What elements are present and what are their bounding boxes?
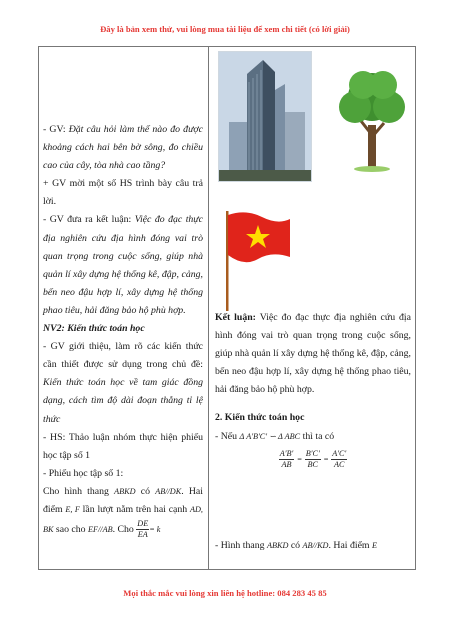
teacher-activity-column: [43, 121, 203, 540]
spacer: [215, 477, 411, 537]
trapezoid-statement: - Hình thang ABKD có AB//KD. Hai điểm E: [215, 539, 378, 551]
spacer: [215, 399, 411, 409]
conclusion: Kết luận: Việc đo đạc thực địa nghiên cứu địa hình đóng vai trò quan trọng trong cuộc sống, giúp nhà quản lí xây dựng hệ thống kê, đập, cảng, bến neo đậu hợp lí, xây dựng hệ thống phao tiêu, hải đăng bảo hộ phù hợp.: [215, 312, 411, 396]
section-2-title: 2. Kiến thức toán học: [215, 412, 305, 424]
vietnam-flag-icon: [222, 207, 292, 311]
worksheet-title: - Phiếu học tập số 1:: [43, 467, 124, 479]
gv-invite: + GV mời một số HS trình bày câu trả lời.: [43, 178, 203, 208]
trapezoid-problem: Cho hình thang ABKD có AB//DK. Hai điểm E, F lần lượt nằm trên hai cạnh AD, BK sao cho EF//AB. Cho $\frac{DE}{EA}$ = k: [43, 485, 203, 540]
student-result-column: [215, 309, 411, 555]
hotline-notice: Mọi thắc mắc vui lòng xin liên hệ hotline: 084 283 45 85: [123, 588, 327, 598]
gv-intro: - GV giới thiệu, làm rõ các kiến thức cần thiết được sử dụng trong chủ đề: Kiến thức toán học về tam giác đồng dạng, cách tìm độ dài đoạn thẳng tỉ lệ thức: [43, 341, 203, 425]
lesson-table: [38, 46, 416, 570]
ratio-fraction: $\frac{DE}{EA}$: [137, 519, 149, 540]
gv-conclusion: - GV đưa ra kết luận: Việc đo đạc thực địa nghiên cứu địa hình đóng vai trò quan trọng trong cuộc sống, giúp nhà quản lí xây dựng hệ thống kê, đập, cảng, bến neo đậu hợp lí, xây dựng hệ thống phao tiêu, hải đăng bảo hộ phù hợp.: [43, 214, 204, 316]
similarity-ratio-equation: $\frac{A'B'}{AB}$ = $\frac{B'C'}{BC}$ = $\frac{A'C'}{AC}$: [279, 448, 347, 469]
hs-group-task: - HS: Thảo luận nhóm thực hiện phiếu học tập số 1: [43, 431, 203, 461]
similar-triangles-statement: - Nếu Δ A′B′C′ ∽ Δ ABC thì ta có: [215, 430, 335, 442]
tree-icon: [337, 65, 407, 173]
column-divider: [208, 47, 209, 569]
gv-question: - GV: Đặt câu hỏi làm thế nào đo được khoảng cách hai bên bờ sông, đo chiều cao của cây, tòa nhà cao tầng?: [43, 124, 203, 172]
nv2-title: NV2: Kiến thức toán học: [43, 323, 145, 335]
preview-notice: Đây là bản xem thử, vui lòng mua tài liệu để xem chi tiết (có lời giải): [100, 24, 350, 34]
skyscraper-photo: [218, 51, 312, 182]
